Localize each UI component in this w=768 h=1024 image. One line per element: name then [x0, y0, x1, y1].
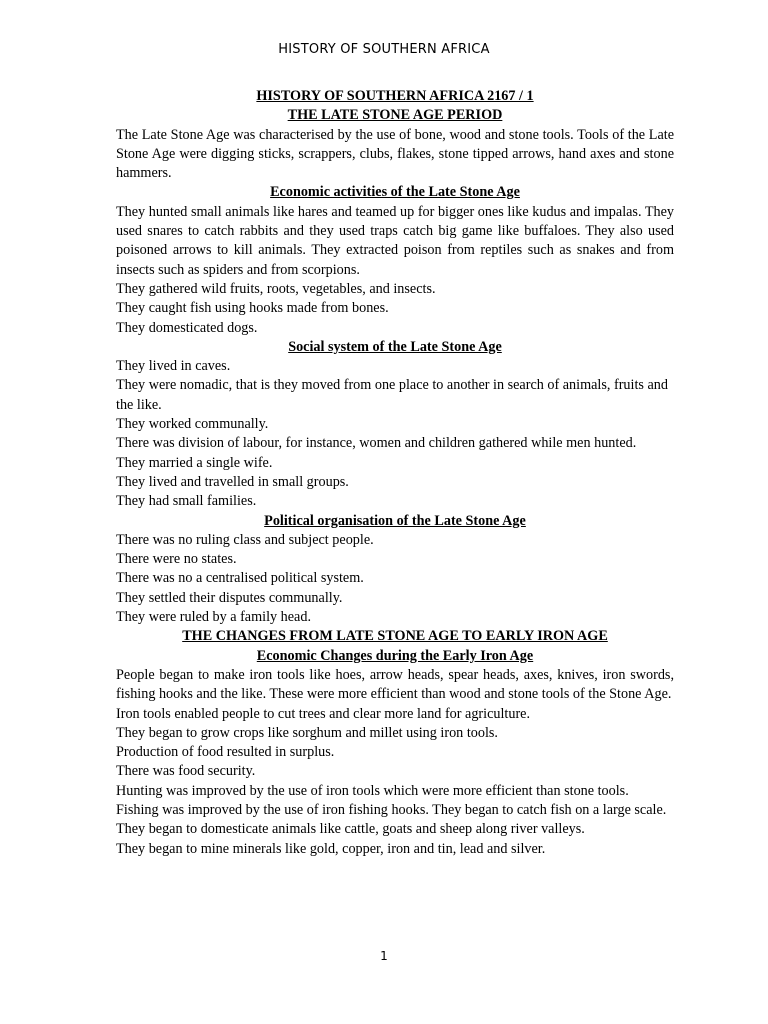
heading-economic-changes: Economic Changes during the Early Iron Age — [256, 647, 534, 664]
social-line: There was division of labour, for instance, women and children gathered while men hunted. — [116, 435, 637, 452]
economic-line: They domesticated dogs. — [116, 319, 258, 336]
political-line: They settled their disputes communally. — [116, 589, 343, 606]
changes-line: They began to grow crops like sorghum and millet using iron tools. — [116, 724, 498, 741]
social-line: They lived in caves. — [116, 358, 231, 375]
changes-line: Iron tools enabled people to cut trees and clear more land for agriculture. — [116, 705, 531, 722]
changes-line: They began to mine minerals like gold, copper, iron and tin, lead and silver. — [116, 840, 546, 857]
heading-economic-activities: Economic activities of the Late Stone Age — [270, 184, 520, 201]
economic-line: They gathered wild fruits, roots, vegetables, and insects. — [116, 280, 436, 297]
economic-line: They caught fish using hooks made from bones. — [116, 300, 389, 317]
changes-line: They began to domesticate animals like cattle, goats and sheep along river valleys. — [116, 821, 585, 838]
changes-line: There was food security. — [116, 763, 256, 780]
heading-social-system: Social system of the Late Stone Age — [288, 338, 502, 355]
intro-paragraph: The Late Stone Age was characterised by the use of bone, wood and stone tools. Tools of the Late Stone Age were digging sticks, scrappers, clubs, flakes, stone tipped arrows, hand axes and stone hammers. — [116, 126, 674, 182]
political-line: There were no states. — [116, 551, 237, 568]
political-line: There was no ruling class and subject people. — [116, 531, 374, 548]
changes-line: Hunting was improved by the use of iron tools which were more efficient than stone tools. — [116, 782, 629, 799]
social-line: They were nomadic, that is they moved from one place to another in search of animals, fruits and the like. — [116, 377, 668, 413]
economic-paragraph: They hunted small animals like hares and teamed up for bigger ones like kudus and impalas. They used snares to catch rabbits and they used traps catch big game like buffaloes. They also used poisoned arrows to kill animals. They extracted poison from reptiles such as snakes and from insects such as spiders and from scorpions. — [116, 203, 674, 278]
running-header: HISTORY OF SOUTHERN AFRICA — [278, 42, 490, 57]
social-line: They had small families. — [116, 493, 257, 510]
document-title: HISTORY OF SOUTHERN AFRICA 2167 / 1 — [256, 88, 534, 104]
social-line: They lived and travelled in small groups. — [116, 473, 349, 490]
section-title-late-stone-age: THE LATE STONE AGE PERIOD — [287, 107, 503, 124]
social-line: They married a single wife. — [116, 454, 273, 471]
page-number: 1 — [380, 949, 388, 963]
social-line: They worked communally. — [116, 416, 269, 433]
political-line: There was no a centralised political system. — [116, 570, 364, 587]
changes-paragraph: People began to make iron tools like hoes, arrow heads, spear heads, axes, knives, iron swords, fishing hooks and the like. These were more efficient than wood and stone tools of the Stone Age. — [116, 666, 674, 703]
heading-changes-to-iron-age: THE CHANGES FROM LATE STONE AGE TO EARLY IRON AGE — [182, 628, 608, 645]
document-body — [116, 87, 674, 859]
changes-line: Fishing was improved by the use of iron fishing hooks. They began to catch fish on a large scale. — [116, 801, 667, 818]
changes-line: Production of food resulted in surplus. — [116, 744, 335, 761]
heading-political-organisation: Political organisation of the Late Stone Age — [264, 512, 526, 529]
political-line: They were ruled by a family head. — [116, 609, 311, 626]
